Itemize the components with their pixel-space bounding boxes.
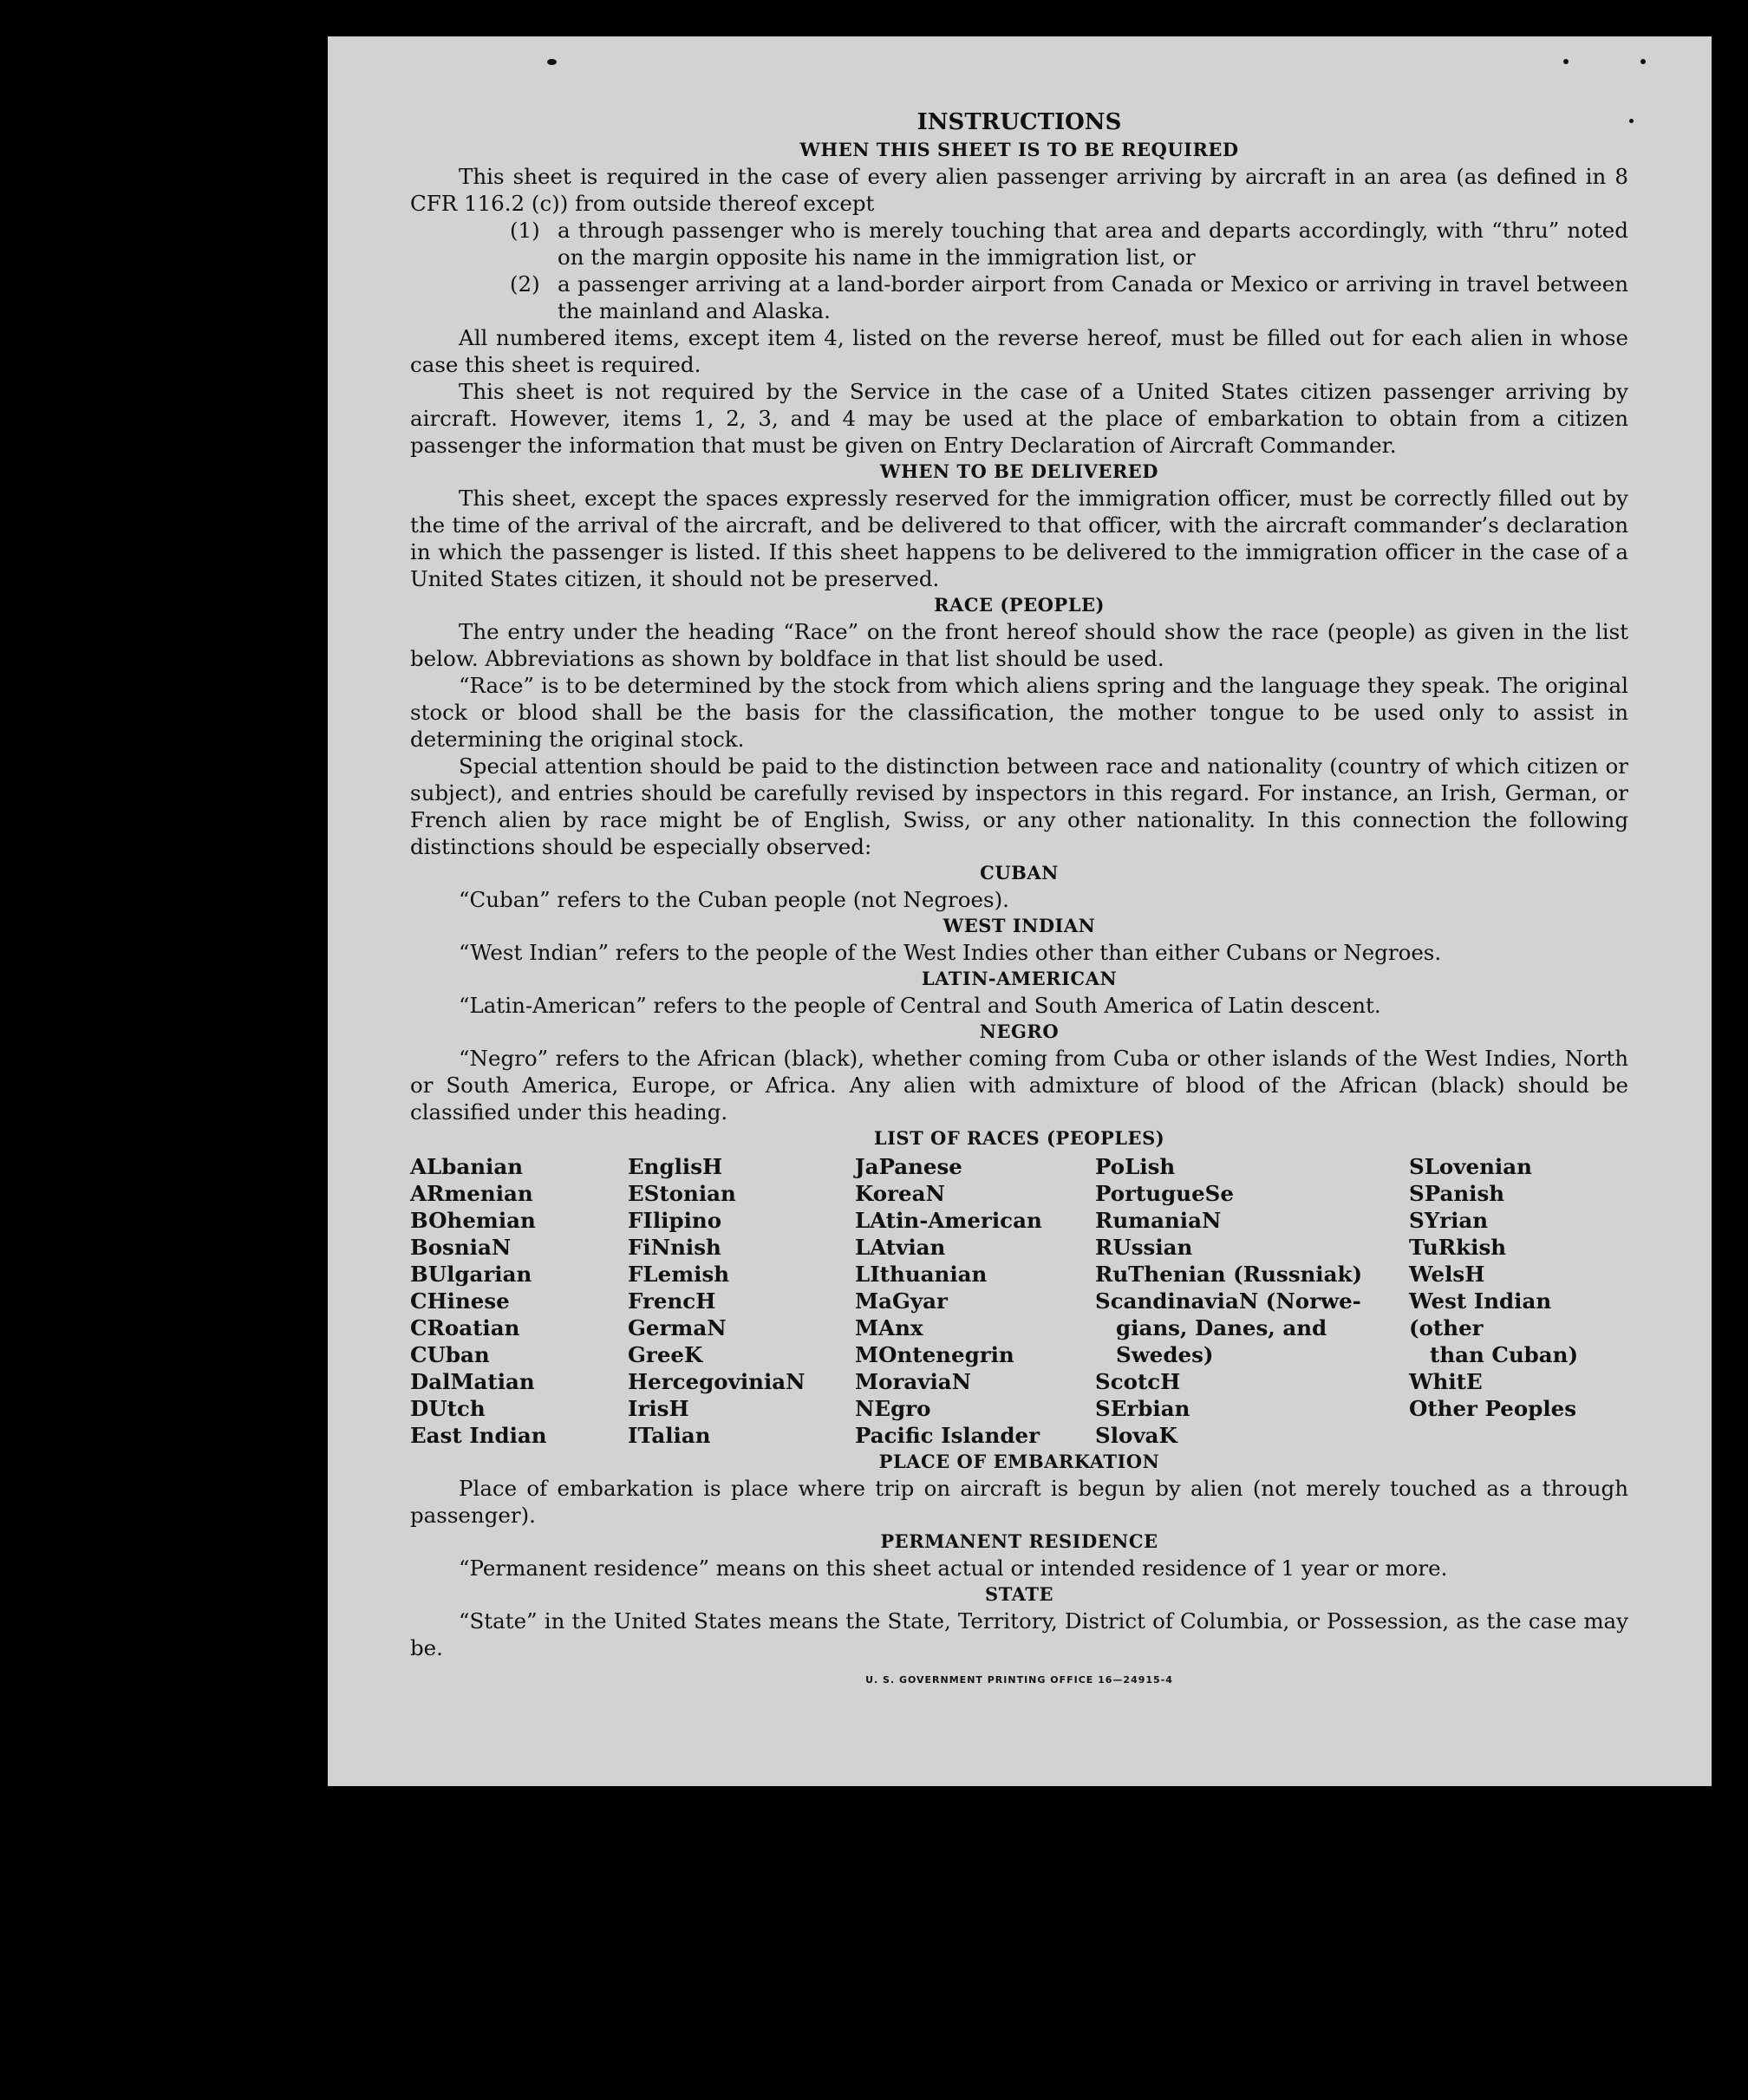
race-entry: BUlgarian <box>410 1262 532 1287</box>
race-entry: DalMatian <box>410 1369 535 1394</box>
race-entry: MaGyar <box>855 1288 948 1314</box>
section-heading: LATIN-AMERICAN <box>921 968 1118 989</box>
document-title: INSTRUCTIONS <box>916 109 1122 135</box>
race-entry: TuRkish <box>1409 1235 1507 1260</box>
item-number: (1) <box>510 218 540 243</box>
paragraph: Place of embarkation is place where trip on aircraft is begun by alien (not merely touched as a through passenger). <box>410 1476 1628 1528</box>
race-entry: FLemish <box>628 1262 730 1287</box>
race-entry: RUssian <box>1095 1235 1193 1260</box>
paragraph: This sheet, except the spaces expressly reserved for the immigration officer, must be correctly filled out by the time of the arrival of the aircraft, and be delivered to that officer, with the aircraft commander’s declaration in which the passenger is listed. If this sheet happens to be delivered to the immigration officer in the case of a United States citizen, it should not be preserved. <box>410 486 1628 591</box>
race-column <box>855 1153 1095 1449</box>
race-list <box>410 1153 1628 1449</box>
section-heading: WHEN TO BE DELIVERED <box>879 460 1158 482</box>
section-heading: LIST OF RACES (PEOPLES) <box>873 1127 1165 1149</box>
section-heading: PLACE OF EMBARKATION <box>878 1451 1160 1472</box>
race-entry: CHinese <box>410 1288 510 1314</box>
list-item <box>510 217 1628 271</box>
race-entry: DUtch <box>410 1396 486 1421</box>
race-entry: FrencH <box>628 1288 716 1314</box>
race-entry: RuThenian (Russniak) <box>1095 1262 1363 1287</box>
race-entry: NEgro <box>855 1396 931 1421</box>
race-entry: BosniaN <box>410 1235 512 1260</box>
race-entry: GermaN <box>628 1315 727 1340</box>
section-heading: STATE <box>985 1583 1053 1605</box>
race-column <box>628 1153 855 1449</box>
section-heading: WEST INDIAN <box>942 915 1096 936</box>
race-entry: CRoatian <box>410 1315 520 1340</box>
list-item <box>510 271 1628 324</box>
race-entry: Other Peoples <box>1409 1396 1577 1421</box>
paragraph: “West Indian” refers to the people of the West Indies other than either Cubans or Negroes. <box>459 940 1442 965</box>
race-entry: WelsH <box>1409 1262 1485 1287</box>
paragraph: “Negro” refers to the African (black), whether coming from Cuba or other islands of the West Indies, North or South America, Europe, or Africa. Any alien with admixture of blood of the African (black) should be classified under this heading. <box>410 1046 1628 1125</box>
paragraph: “Cuban” refers to the Cuban people (not Negroes). <box>459 887 1009 912</box>
race-entry: MoraviaN <box>855 1369 972 1394</box>
race-entry: gians, Danes, and <box>1116 1315 1327 1340</box>
item-text: a passenger arriving at a land-border airport from Canada or Mexico or arriving in travel between the mainland and Alaska. <box>558 271 1628 323</box>
scan-speck <box>1640 59 1646 64</box>
race-entry: JaPanese <box>855 1154 962 1179</box>
race-entry: ScotcH <box>1095 1369 1181 1394</box>
race-entry: West Indian (other <box>1409 1288 1552 1340</box>
race-entry: MAnx <box>855 1315 923 1340</box>
race-entry: BOhemian <box>410 1208 536 1233</box>
race-entry: Pacific Islander <box>855 1423 1040 1448</box>
section-heading: PERMANENT RESIDENCE <box>880 1530 1158 1552</box>
race-entry: HercegoviniaN <box>628 1369 806 1394</box>
race-entry: ScandinaviaN (Norwe- <box>1095 1288 1361 1314</box>
section-heading: RACE (PEOPLE) <box>934 594 1105 616</box>
race-entry: EnglisH <box>628 1154 723 1179</box>
section-heading: CUBAN <box>980 862 1059 884</box>
section-heading: NEGRO <box>979 1021 1060 1042</box>
paragraph: Special attention should be paid to the distinction between race and nationality (country of which citizen or subject), and entries should be carefully revised by inspectors in this regard. For instance, an Irish, German, or French alien by race might be of English, Swiss, or any other nationality. In this connection the following distinctions should be especially observed: <box>410 753 1628 859</box>
race-entry: CUban <box>410 1342 490 1367</box>
race-entry: PoLish <box>1095 1154 1176 1179</box>
item-number: (2) <box>510 271 540 297</box>
race-entry: SPanish <box>1409 1181 1505 1206</box>
document-page <box>328 36 1712 1786</box>
race-entry: RumaniaN <box>1095 1208 1222 1233</box>
race-entry: FiNnish <box>628 1235 721 1260</box>
race-entry: SErbian <box>1095 1396 1190 1421</box>
race-entry: Swedes) <box>1116 1342 1214 1367</box>
item-text: a through passenger who is merely touching that area and departs accordingly, with “thru” noted on the margin opposite his name in the immigration list, or <box>558 218 1628 270</box>
printer-imprint: U. S. GOVERNMENT PRINTING OFFICE 16—24915-4 <box>865 1674 1173 1686</box>
race-entry: than Cuban) <box>1430 1342 1579 1367</box>
race-entry: SYrian <box>1409 1208 1489 1233</box>
race-entry: FIlipino <box>628 1208 722 1233</box>
paragraph: “State” in the United States means the State, Territory, District of Columbia, or Possession, as the case may be. <box>410 1608 1628 1660</box>
race-entry: ARmenian <box>410 1181 533 1206</box>
race-entry: ALbanian <box>410 1154 524 1179</box>
race-entry: SLovenian <box>1409 1154 1532 1179</box>
race-entry: ITalian <box>628 1423 711 1448</box>
race-column <box>410 1153 628 1449</box>
race-entry: MOntenegrin <box>855 1342 1014 1367</box>
race-entry: LAtvian <box>855 1235 946 1260</box>
race-column <box>1409 1153 1628 1449</box>
paragraph: “Race” is to be determined by the stock from which aliens spring and the language they speak. The original stock or blood shall be the basis for the classification, the mother tongue to be used only to assist in determining the original stock. <box>410 673 1628 752</box>
race-entry: IrisH <box>628 1396 689 1421</box>
paragraph: “Permanent residence” means on this sheet actual or intended residence of 1 year or more. <box>459 1555 1448 1581</box>
paragraph: “Latin-American” refers to the people of Central and South America of Latin descent. <box>459 993 1381 1018</box>
race-entry: LAtin-American <box>855 1208 1042 1233</box>
race-entry: EStonian <box>628 1181 736 1206</box>
scan-speck <box>1629 119 1634 123</box>
paragraph: This sheet is not required by the Service in the case of a United States citizen passenger arriving by aircraft. However, items 1, 2, 3, and 4 may be used at the place of embarkation to obtain from a citizen passenger the information that must be given on Entry Declaration of Aircraft Commander. <box>410 379 1628 458</box>
race-column <box>1095 1153 1409 1449</box>
race-entry: WhitE <box>1409 1369 1483 1394</box>
race-entry: KoreaN <box>855 1181 945 1206</box>
scan-speck <box>547 59 557 65</box>
race-entry: LIthuanian <box>855 1262 988 1287</box>
race-entry: PortugueSe <box>1095 1181 1234 1206</box>
race-entry: SlovaK <box>1095 1423 1177 1448</box>
race-entry: GreeK <box>628 1342 703 1367</box>
section-heading: WHEN THIS SHEET IS TO BE REQUIRED <box>799 139 1239 160</box>
race-entry: East Indian <box>410 1423 547 1448</box>
paragraph: This sheet is required in the case of every alien passenger arriving by aircraft in an area (as defined in 8 CFR 116.2 (c)) from outside thereof except <box>410 164 1628 216</box>
scan-speck <box>1563 59 1569 64</box>
paragraph: All numbered items, except item 4, listed on the reverse hereof, must be filled out for each alien in whose case this sheet is required. <box>410 325 1628 377</box>
paragraph: The entry under the heading “Race” on the front hereof should show the race (people) as given in the list below. Abbreviations as shown by boldface in that list should be used. <box>410 619 1628 671</box>
